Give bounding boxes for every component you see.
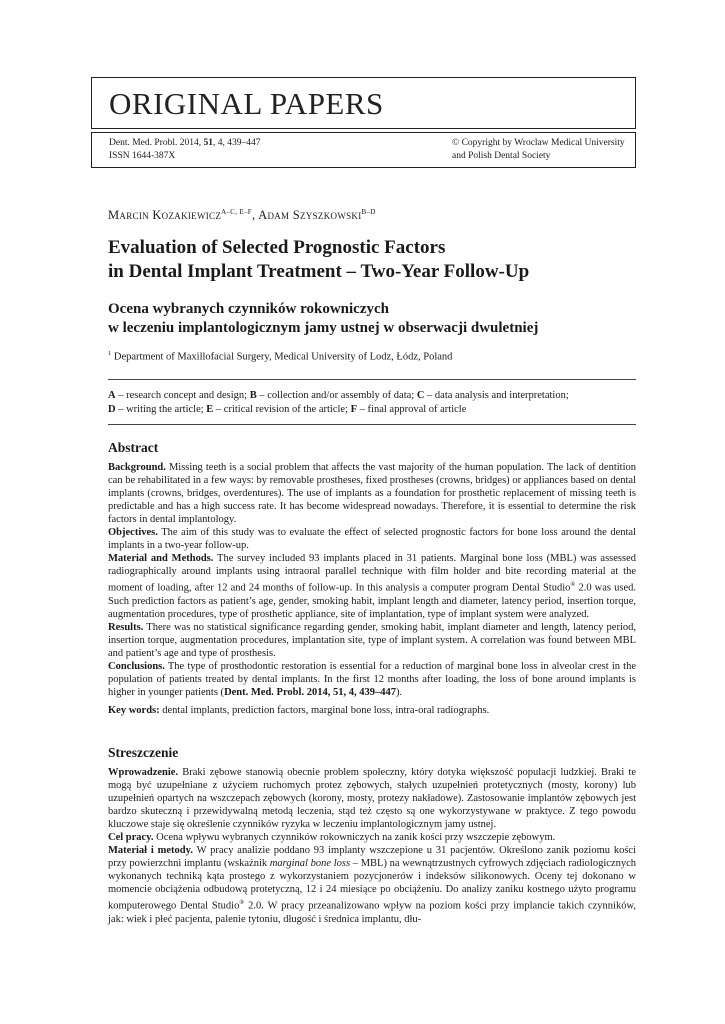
metody-label: Materiał i metody. <box>108 845 193 856</box>
conclusions-ref: Dent. Med. Probl. 2014, 51, 4, 439–447 <box>224 686 396 698</box>
contrib-f-key: F <box>350 403 358 415</box>
author-2: Adam Szyszkowski <box>258 208 362 223</box>
contrib-a: – research concept and design; <box>115 390 250 401</box>
streszczenie-cel <box>108 831 636 844</box>
abstract-methods <box>108 552 636 621</box>
author-sep: , <box>251 208 259 223</box>
article-subtitle <box>108 300 628 338</box>
wprowadzenie-label: Wprowadzenie. <box>108 767 179 778</box>
metody-text-c: 2.0. W pracy przeanalizowano wpływ na poziom kości przy implancie takich czynników, jak: wiek i płeć pacjenta, palenie tytoniu, długość i średnica implantu, dłu- <box>108 900 636 925</box>
divider-top <box>108 379 636 380</box>
authors <box>108 208 376 223</box>
metody-italic: marginal bone loss <box>269 858 351 869</box>
affiliation-text: Department of Maxillofacial Surgery, Medical University of Lodz, Łódz, Poland <box>113 351 453 363</box>
citation-volume: 51 <box>203 138 213 148</box>
author-1-contrib: A–C, E–F <box>221 208 252 216</box>
contrib-a-key: A <box>108 390 116 401</box>
citation-info <box>109 137 260 163</box>
subtitle-line-2: w leczeniu implantologicznym jamy ustnej w obserwacji dwuletniej <box>108 320 539 336</box>
copyright <box>452 137 625 163</box>
title-line-1: Evaluation of Selected Prognostic Factors <box>108 237 446 258</box>
streszczenie-wprowadzenie <box>108 766 636 831</box>
abstract-keywords <box>108 704 636 717</box>
contrib-e-key: E <box>206 403 214 415</box>
metody-text-a: W pracy analizie poddano 93 implanty wszczepione u 31 pacjentów. Określono zanik poziomu kości przy powierzchni implantu (wskaźnik <box>108 845 636 869</box>
results-text: There was no statistical significance regarding gender, smoking habit, implant diameter and length, latency period, insertion torque, augmentation procedures, implantation site, type of implant system. A correlation was found between MBL and patient’s age and type of prosthesis. <box>108 621 636 659</box>
conclusions-text: The type of prosthodontic restoration is essential for a reduction of marginal bone loss in alveolar crest in the population of patients treated by dental implants. In the first 12 months after loading, the loss of bone around implants is higher in younger patients ( <box>108 660 636 698</box>
streszczenie-heading: Streszczenie <box>108 745 179 760</box>
objectives-label: Objectives. <box>108 527 158 538</box>
copyright-line-2: and Polish Dental Society <box>452 151 551 161</box>
divider-bottom <box>108 424 636 425</box>
subtitle-line-1: Ocena wybranych czynników rokowniczych <box>108 301 389 317</box>
registered-mark-pl: ® <box>239 899 245 906</box>
contrib-b: – collection and/or assembly of data; <box>256 390 417 401</box>
contrib-d-key: D <box>108 403 116 415</box>
streszczenie-metody <box>108 844 636 926</box>
methods-label: Material and Methods. <box>108 553 214 564</box>
background-text: Missing teeth is a social problem that affects the vast majority of the human population. The lack of dentition can be rehabilitated in a few ways: by removable prostheses, fixed prostheses (crowns, bridges) or appliances based on dental implants (crowns, bridges, overdentures). The use of implants as a foundation for prosthetic replacement of missing teeth is predictable and has a high success rate. It has become widespread nowadays. Therefore, it is essential to determine the risk factors in dental implantology. <box>108 462 636 525</box>
abstract-conclusions <box>108 660 636 699</box>
registered-mark: ® <box>570 581 576 588</box>
contrib-d: – writing the article; <box>115 403 207 415</box>
abstract-heading: Abstract <box>108 440 159 455</box>
objectives-text: The aim of this study was to evaluate the effect of selected prognostic factors for bone loss around the dental implants in a two-year follow-up. <box>108 527 636 551</box>
section-banner <box>91 77 636 129</box>
abstract-results <box>108 621 636 660</box>
contributions <box>108 389 636 416</box>
issn: ISSN 1644-387X <box>109 151 176 161</box>
citation-box <box>91 132 636 168</box>
author-1: Marcin Kozakiewicz <box>108 208 222 223</box>
keywords-label: Key words: <box>108 704 160 716</box>
conclusions-label: Conclusions. <box>108 660 165 672</box>
citation <box>109 137 260 150</box>
citation-suffix: , 4, 439–447 <box>212 138 261 148</box>
copyright-line-1: © Copyright by Wroclaw Medical University <box>452 138 625 148</box>
methods-text-b: 2.0 was used. Such prediction factors as patient’s age, gender, smoking habit, implant length and diameter, latency period, insertion torque, augmentation procedures, type of prosthetic appliance, site of implantation, type of implant system were analyzed. <box>108 582 636 620</box>
metody-text-b: – MBL) na wewnątrzustnych cyfrowych zdjęciach radiologicznych wykonanych techniką kąta prostego z wykorzystaniem pozycjonerów i indeksów silikonowych. Oceny tej dokonano w momencie obciążenia odbudową protetyczną, 12 i 24 miesiące po obciążeniu. Do analizy zaniku kostnego użyto programu komputerowego Dental Studio <box>108 858 636 912</box>
contrib-f: – final approval of article <box>357 403 467 415</box>
section-title: ORIGINAL PAPERS <box>109 86 384 121</box>
results-label: Results. <box>108 621 144 633</box>
streszczenie-body <box>108 766 636 926</box>
contrib-c-key: C <box>416 390 425 401</box>
abstract-background <box>108 461 636 526</box>
citation-prefix: Dent. Med. Probl. 2014, <box>109 138 204 148</box>
methods-text-a: The survey included 93 implants placed in 31 patients. Marginal bone loss (MBL) was assessed radiographically around implants using intraoral parallel technique with film holder and bite recording material at the moment of loading, after 12 and 24 months of follow-up. In this analysis a computer program Dental Studio <box>108 553 637 594</box>
abstract-body <box>108 461 636 717</box>
cel-text: Ocena wpływu wybranych czynników rokowniczych na zanik kości przy wszczepie zębowym. <box>153 832 556 843</box>
contrib-e: – critical revision of the article; <box>213 403 351 415</box>
cel-label: Cel pracy. <box>108 832 154 843</box>
conclusions-end: ). <box>395 686 403 698</box>
author-2-contrib: B–D <box>361 208 376 216</box>
keywords-text: dental implants, prediction factors, marginal bone loss, intra-oral radiographs. <box>159 704 490 716</box>
contrib-c: – data analysis and interpretation; <box>424 390 569 401</box>
affiliation-mark: 1 <box>108 350 112 357</box>
wprowadzenie-text: Braki zębowe stanowią obecnie problem społeczny, który dotyka większość populacji ludzkiej. Braki te mogą być uzupełniane z użyciem ruchomych protez zębowych, stałych uzupełnień protetycznych (mosty, korony) lub uzupełnień opartych na wszczepach zębowych (korony, mosty, protezy nakładowe). Zastosowanie implantów zębowych jest bardzo skuteczną i przewidywalną metodą leczenia, stąd też często są one wykorzystywane w praktyce. Z tego powodu kluczowe staje się określenie czynników ryzyka w leczeniu implantologicznym jamy ustnej. <box>108 767 636 830</box>
contrib-b-key: B <box>249 390 257 401</box>
article-title <box>108 236 628 284</box>
abstract-objectives <box>108 526 636 552</box>
background-label: Background. <box>108 462 166 473</box>
title-line-2: in Dental Implant Treatment – Two-Year Follow-Up <box>108 261 530 282</box>
affiliation <box>108 350 452 363</box>
